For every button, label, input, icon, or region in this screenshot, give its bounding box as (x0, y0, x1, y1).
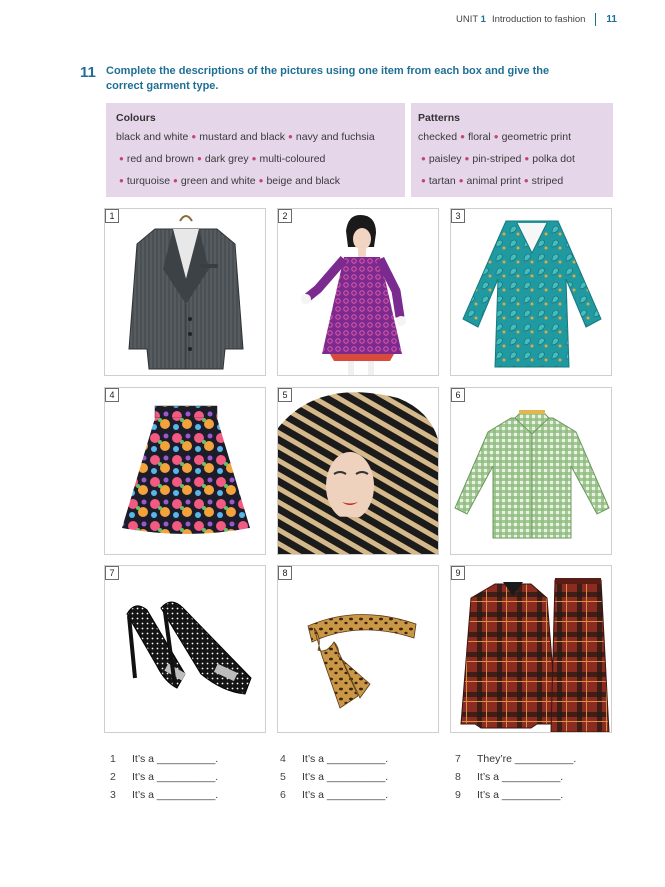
answer-line[interactable] (455, 789, 563, 801)
pattern-item: geometric print (501, 131, 572, 143)
pattern-item: striped (531, 175, 564, 187)
answer-line[interactable] (280, 789, 388, 801)
answer-text: It’s a __________. (132, 789, 219, 801)
colour-item: green and white (180, 175, 256, 187)
colour-item: navy and fuchsia (295, 131, 375, 143)
answer-text: It’s a __________. (302, 789, 389, 801)
paisley-blouse-image (451, 209, 612, 376)
picture-7 (104, 565, 266, 733)
colour-item: turquoise (126, 175, 171, 187)
colours-row (116, 153, 405, 175)
patterns-row (418, 153, 613, 175)
picture-9 (450, 565, 612, 733)
colours-row (116, 175, 405, 197)
pattern-item: pin-striped (472, 153, 522, 165)
colour-item: multi-coloured (259, 153, 326, 165)
answer-line[interactable] (110, 771, 218, 783)
answer-line[interactable] (455, 753, 576, 765)
picture-1 (104, 208, 266, 376)
bullet-icon: ● (258, 176, 264, 185)
answer-line[interactable] (280, 753, 388, 765)
unit-title: Introduction to fashion (491, 14, 586, 25)
picture-6 (450, 387, 612, 555)
patterns-row (418, 131, 613, 153)
picture-number: 7 (105, 566, 119, 580)
picture-number: 5 (278, 388, 292, 402)
bullet-icon: ● (173, 176, 178, 185)
colour-item: mustard and black (199, 131, 286, 143)
pinstripe-suit-image (105, 209, 266, 376)
answer-number: 8 (455, 771, 461, 783)
bullet-icon: ● (458, 176, 464, 185)
pattern-item: animal print (466, 175, 521, 187)
colours-box-title: Colours (116, 112, 156, 124)
answer-text: It’s a __________. (477, 789, 564, 801)
picture-2 (277, 208, 439, 376)
striped-scarf-image (278, 388, 439, 555)
bullet-icon: ● (464, 154, 470, 163)
answer-number: 2 (110, 771, 116, 783)
answer-line[interactable] (455, 771, 563, 783)
picture-3 (450, 208, 612, 376)
picture-4 (104, 387, 266, 555)
answer-line[interactable] (280, 771, 388, 783)
bullet-icon: ● (119, 176, 124, 185)
bullet-icon: ● (196, 154, 202, 163)
patterns-box-title: Patterns (418, 112, 461, 124)
answer-text: They’re __________. (477, 753, 577, 765)
answer-number: 6 (280, 789, 286, 801)
pattern-item: floral (467, 131, 491, 143)
colour-item: red and brown (126, 153, 194, 165)
picture-number: 6 (451, 388, 465, 402)
picture-number: 3 (451, 209, 465, 223)
exercise-instruction: Complete the descriptions of the pictures using one item from each box and give the correct garment type. (106, 65, 550, 92)
answer-number: 4 (280, 753, 286, 765)
animal-print-belt-image (278, 566, 439, 733)
bullet-icon: ● (421, 154, 426, 163)
colours-row (116, 131, 405, 153)
bullet-icon: ● (524, 154, 530, 163)
checked-shirt-image (451, 388, 612, 555)
answer-number: 7 (455, 753, 461, 765)
answer-number: 5 (280, 771, 286, 783)
colours-box (106, 103, 405, 197)
colour-item: dark grey (204, 153, 249, 165)
answer-text: It’s a __________. (302, 753, 389, 765)
pattern-item: polka dot (532, 153, 575, 165)
answer-text: It’s a __________. (132, 753, 219, 765)
answer-text: It’s a __________. (477, 771, 564, 783)
bullet-icon: ● (251, 154, 257, 163)
colour-item: black and white (116, 131, 189, 143)
picture-8 (277, 565, 439, 733)
exercise-number: 11 (80, 64, 96, 81)
answer-text: It’s a __________. (132, 771, 219, 783)
answer-number: 3 (110, 789, 116, 801)
picture-number: 2 (278, 209, 292, 223)
bullet-icon: ● (119, 154, 124, 163)
polka-dot-shoes-image (105, 566, 266, 733)
page-number: 11 (606, 14, 617, 25)
bullet-icon: ● (460, 132, 465, 141)
answer-line[interactable] (110, 753, 218, 765)
geometric-dress-image (278, 209, 439, 376)
bullet-icon: ● (493, 132, 499, 141)
bullet-icon: ● (191, 132, 197, 141)
answer-line[interactable] (110, 789, 218, 801)
picture-number: 4 (105, 388, 119, 402)
page-header (456, 13, 617, 26)
bullet-icon: ● (421, 176, 426, 185)
picture-number: 1 (105, 209, 119, 223)
bullet-icon: ● (523, 176, 529, 185)
picture-number: 9 (451, 566, 465, 580)
unit-label: UNIT 1 (456, 14, 486, 25)
bullet-icon: ● (288, 132, 293, 141)
pattern-item: paisley (428, 153, 462, 165)
floral-skirt-image (105, 388, 266, 555)
picture-number: 8 (278, 566, 292, 580)
header-divider (595, 13, 596, 26)
picture-5 (277, 387, 439, 555)
colour-item: beige and black (266, 175, 341, 187)
answer-text: It’s a __________. (302, 771, 389, 783)
answer-number: 1 (110, 753, 116, 765)
patterns-row (418, 175, 613, 197)
patterns-box (411, 103, 613, 197)
pattern-item: checked (418, 131, 458, 143)
pattern-item: tartan (428, 175, 456, 187)
answer-number: 9 (455, 789, 461, 801)
tartan-coat-skirt-image (451, 566, 612, 733)
